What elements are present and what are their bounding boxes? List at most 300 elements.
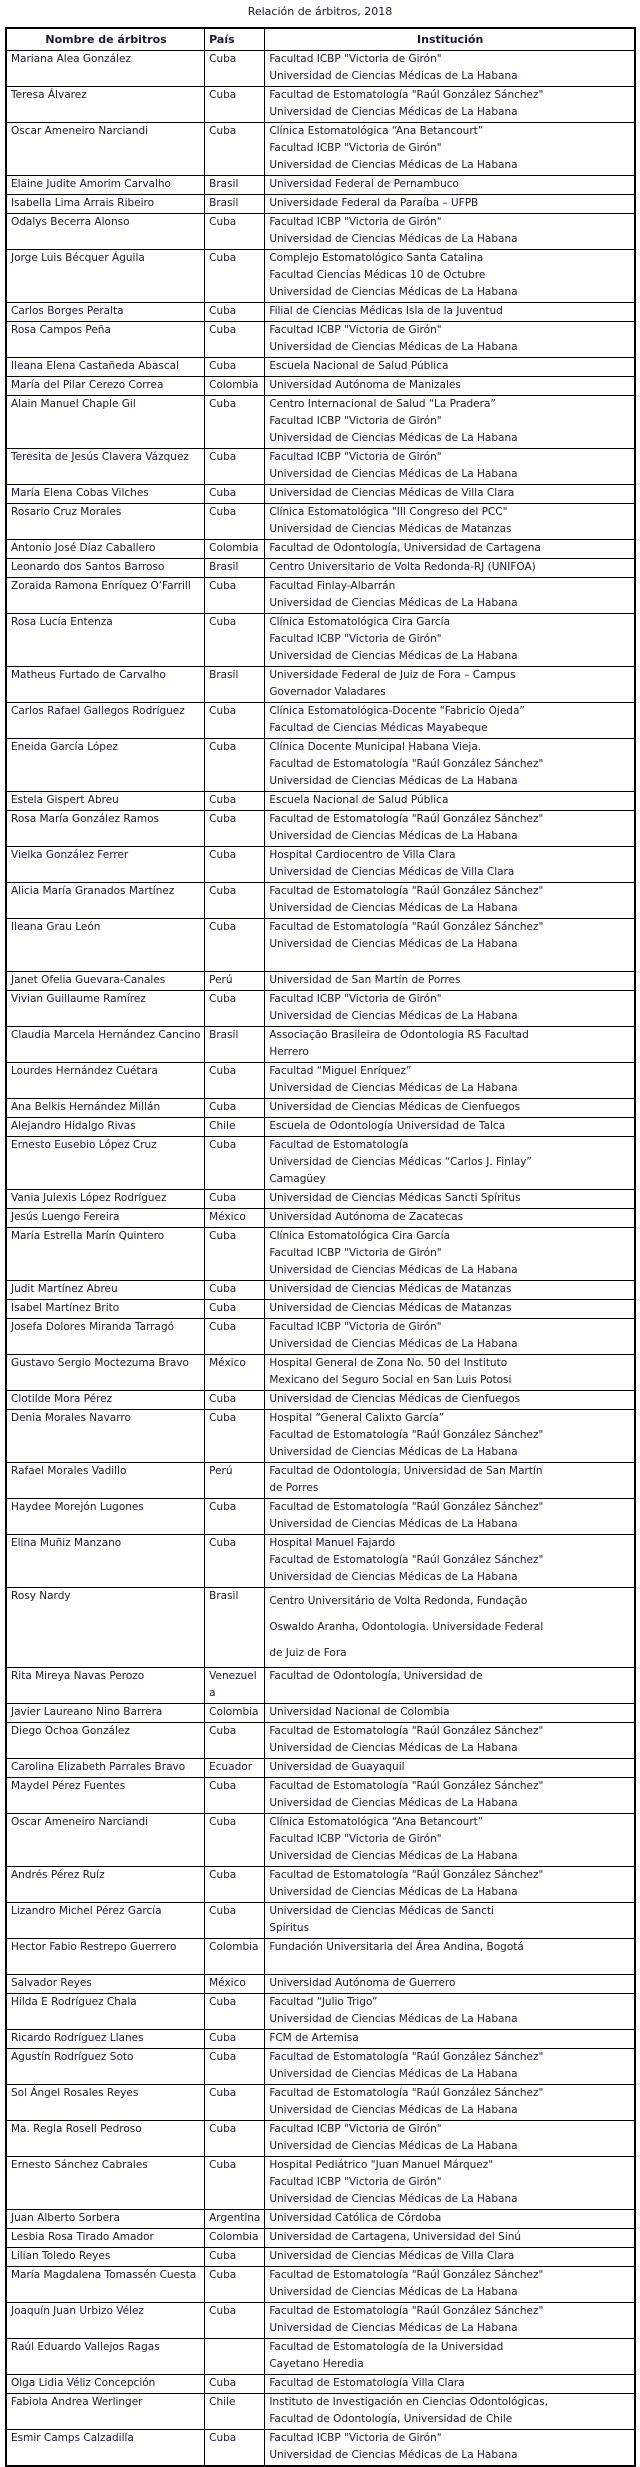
arbiter-country: Cuba <box>205 919 265 972</box>
arbiter-country: Cuba <box>205 1391 265 1410</box>
arbiter-name: Rosa Campos Peña <box>6 322 205 358</box>
table-row <box>6 2430 635 2467</box>
arbiter-country: Chile <box>205 1118 265 1137</box>
arbiter-institution <box>265 1137 635 1190</box>
institution-line: Centro Universitário de Volta Redonda, Fundação <box>269 1595 528 1607</box>
arbiter-country: Cuba <box>205 703 265 739</box>
institution-line: Universidad de Guayaquil <box>269 1761 405 1773</box>
institution-line: Universidad de Ciencias Médicas de Villa Clara <box>269 487 515 499</box>
arbiter-institution <box>265 2248 635 2267</box>
arbiter-institution <box>265 123 635 176</box>
arbiter-country: Cuba <box>205 2121 265 2157</box>
arbiter-name: Lesbia Rosa Tirado Amador <box>6 2229 205 2248</box>
arbiter-name: Lizandro Michel Pérez García <box>6 1903 205 1939</box>
institution-line: Oswaldo Aranha, Odontologia. Universidade Federal <box>269 1621 544 1633</box>
arbiter-name: Leonardo dos Santos Barroso <box>6 559 205 578</box>
arbiter-name: Zoraida Ramona Enríquez O’Farrill <box>6 578 205 614</box>
institution-line: Universidad de Ciencias Médicas de La Habana <box>269 1446 518 1458</box>
table-row <box>6 2394 635 2430</box>
table-row <box>6 1668 635 1704</box>
arbiter-institution <box>265 485 635 504</box>
institution-line: Universidad de Ciencias Médicas de La Habana <box>269 938 518 950</box>
institution-line: Universidad de Ciencias Médicas de La Habana <box>269 2322 518 2334</box>
institution-line: Facultad de Estomatología "Raúl González Sánchez" <box>269 2269 544 2281</box>
table-row <box>6 303 635 322</box>
table-row <box>6 1535 635 1588</box>
arbiter-institution <box>265 449 635 485</box>
table-row <box>6 739 635 792</box>
institution-line: Facultad ICBP "Victoria de Girón" <box>269 1321 442 1333</box>
arbiter-name: Ricardo Rodríguez Llanes <box>6 2030 205 2049</box>
table-row <box>6 1027 635 1063</box>
arbiter-institution <box>265 2085 635 2121</box>
table-row <box>6 2267 635 2303</box>
table-row <box>6 1228 635 1281</box>
institution-line: Universidad de Ciencias Médicas de La Habana <box>269 286 518 298</box>
arbiter-country: Cuba <box>205 123 265 176</box>
table-row <box>6 1099 635 1118</box>
table-row <box>6 1063 635 1099</box>
arbiter-institution <box>265 195 635 214</box>
table-row <box>6 1137 635 1190</box>
arbiter-institution <box>265 578 635 614</box>
table-row <box>6 2375 635 2394</box>
institution-line: Universidad de Ciencias Médicas de La Habana <box>269 2104 518 2116</box>
institution-line: Facultad de Odontología, Universidad de Chile <box>269 2413 513 2425</box>
institution-line: Facultad “Julio Trigo” <box>269 1996 378 2008</box>
header-nombre: Nombre de árbitros <box>6 28 205 51</box>
arbiter-name: Andrés Pérez Ruíz <box>6 1867 205 1903</box>
arbiter-country: Cuba <box>205 1063 265 1099</box>
arbiter-institution <box>265 1975 635 1994</box>
institution-line: Universidad de Ciencias Médicas de La Habana <box>269 1886 518 1898</box>
arbiter-country: Cuba <box>205 1778 265 1814</box>
arbiter-institution <box>265 1355 635 1391</box>
institution-line: Universidad de Ciencias Médicas de La Habana <box>269 2068 518 2080</box>
arbiter-country: Cuba <box>205 792 265 811</box>
institution-line: Universidad Católica de Córdoba <box>269 2212 442 2224</box>
arbiter-institution <box>265 2157 635 2210</box>
arbiter-institution <box>265 504 635 540</box>
institution-line: Universidad de Ciencias Médicas de La Habana <box>269 902 518 914</box>
table-row <box>6 123 635 176</box>
arbiter-name: Janet Ofelia Guevara-Canales <box>6 972 205 991</box>
arbiter-name: Olga Lidia Véliz Concepción <box>6 2375 205 2394</box>
institution-line: Herrero <box>269 1046 309 1058</box>
institution-line: Universidad de Ciencias Médicas Sancti Spíritus <box>269 1192 521 1204</box>
institution-line: Clínica Docente Municipal Habana Vieja. <box>269 741 482 753</box>
table-row <box>6 2049 635 2085</box>
institution-line: Facultad de Estomatología "Raúl González Sánchez" <box>269 1554 544 1566</box>
institution-line: Facultad de Estomatología "Raúl González Sánchez" <box>269 1780 544 1792</box>
arbiter-country: Cuba <box>205 1300 265 1319</box>
arbiter-institution <box>265 2430 635 2467</box>
arbiter-name: Elina Muñiz Manzano <box>6 1535 205 1588</box>
table-row <box>6 2121 635 2157</box>
arbiter-institution <box>265 2229 635 2248</box>
arbiter-institution <box>265 847 635 883</box>
arbiter-institution <box>265 614 635 667</box>
institution-line: Universidad de Ciencias Médicas de Cienfuegos <box>269 1393 521 1405</box>
institution-line: Centro Universitario de Volta Redonda-RJ (UNIFOA) <box>269 561 536 573</box>
institution-line: Facultad de Odontología, Universidad de Cartagena <box>269 542 541 554</box>
arbiter-name: Teresa Álvarez <box>6 87 205 123</box>
arbiter-country: Cuba <box>205 87 265 123</box>
arbiter-name: Ma. Regla Rosell Pedroso <box>6 2121 205 2157</box>
arbiter-name: Esmir Camps Calzadilla <box>6 2430 205 2467</box>
arbiter-name: Rosa María González Ramos <box>6 811 205 847</box>
institution-line: Associação Brasileira de Odontologia RS Facultad <box>269 1029 529 1041</box>
arbiter-name: Fabiola Andrea Werlinger <box>6 2394 205 2430</box>
institution-line: Camagüey <box>269 1173 326 1185</box>
arbiter-name: Ileana Grau León <box>6 919 205 972</box>
institution-line: Facultad de Odontología, Universidad de San Martín <box>269 1465 543 1477</box>
institution-line: Facultad ICBP "Victoria de Girón" <box>269 1247 442 1259</box>
arbiter-country: Chile <box>205 2394 265 2430</box>
header-row <box>6 28 635 51</box>
table-row <box>6 2303 635 2339</box>
institution-line: Universidad de San Martín de Porres <box>269 974 461 986</box>
arbiter-institution <box>265 214 635 250</box>
arbiter-country: Brasil <box>205 667 265 703</box>
arbiter-name: Carlos Rafael Gallegos Rodríguez <box>6 703 205 739</box>
arbiter-country: Brasil <box>205 559 265 578</box>
arbiter-name: Oscar Ameneiro Narciandi <box>6 1814 205 1867</box>
institution-line: Facultad de Estomatología "Raúl González Sánchez" <box>269 1725 544 1737</box>
arbiter-country: Cuba <box>205 485 265 504</box>
table-row <box>6 1903 635 1939</box>
arbiter-name: Alain Manuel Chaple Gil <box>6 396 205 449</box>
arbiter-country: Perú <box>205 972 265 991</box>
arbiter-institution <box>265 303 635 322</box>
institution-line: Hospital General de Zona No. 50 del Instituto <box>269 1357 508 1369</box>
institution-line: Universidad de Ciencias Médicas de La Habana <box>269 2140 518 2152</box>
arbiter-name: Rita Mireya Navas Perozo <box>6 1668 205 1704</box>
arbiter-country: Cuba <box>205 2375 265 2394</box>
table-row <box>6 250 635 303</box>
arbiter-institution <box>265 2121 635 2157</box>
arbiter-institution <box>265 1535 635 1588</box>
arbiter-country: Argentina <box>205 2210 265 2229</box>
arbiter-name: Ileana Elena Castañeda Abascal <box>6 358 205 377</box>
arbiter-country: Cuba <box>205 1867 265 1903</box>
table-row <box>6 1410 635 1463</box>
arbiter-institution <box>265 250 635 303</box>
institution-line: Governador Valadares <box>269 686 386 698</box>
table-row <box>6 176 635 195</box>
arbiter-country: Cuba <box>205 578 265 614</box>
arbiter-country: Cuba <box>205 214 265 250</box>
arbiter-name: Vania Julexis López Rodríguez <box>6 1190 205 1209</box>
table-row <box>6 504 635 540</box>
arbiter-institution <box>265 667 635 703</box>
institution-line: de Juiz de Fora <box>269 1647 347 1659</box>
table-row <box>6 667 635 703</box>
arbitros-table <box>5 27 636 2467</box>
table-row <box>6 972 635 991</box>
institution-line: Clínica Estomatológica “Ana Betancourt” <box>269 1816 484 1828</box>
arbiter-institution <box>265 1903 635 1939</box>
table-row <box>6 322 635 358</box>
arbiter-country: Cuba <box>205 1994 265 2030</box>
arbiter-country: Brasil <box>205 1027 265 1063</box>
table-row <box>6 1778 635 1814</box>
institution-line: Universidad Federal de Pernambuco <box>269 178 459 190</box>
arbiter-institution <box>265 51 635 87</box>
table-row <box>6 485 635 504</box>
arbiter-country: Cuba <box>205 883 265 919</box>
institution-line: Escuela Nacional de Salud Pública <box>269 794 449 806</box>
arbiter-institution <box>265 1391 635 1410</box>
arbiter-institution <box>265 1463 635 1499</box>
arbiter-country: Cuba <box>205 1137 265 1190</box>
institution-line: Facultad de Estomatología "Raúl González Sánchez" <box>269 758 544 770</box>
arbiter-name: Josefa Dolores Miranda Tarragó <box>6 1319 205 1355</box>
institution-line: Facultad de Estomatología "Raúl González Sánchez" <box>269 921 544 933</box>
institution-line: Universidad de Ciencias Médicas de La Habana <box>269 1338 518 1350</box>
arbiter-country: Colombia <box>205 1939 265 1975</box>
institution-line: Hospital Pediátrico "Juan Manuel Márquez" <box>269 2159 494 2171</box>
table-row <box>6 614 635 667</box>
institution-line: Facultad ICBP "Victoria de Girón" <box>269 142 442 154</box>
table-row <box>6 51 635 87</box>
institution-line: Facultad de Estomatología "Raúl González Sánchez" <box>269 885 544 897</box>
arbiter-institution <box>265 1063 635 1099</box>
arbiter-country: Venezuela <box>205 1668 265 1704</box>
arbiter-institution <box>265 1759 635 1778</box>
table-row <box>6 214 635 250</box>
institution-line: FCM de Artemisa <box>269 2032 359 2044</box>
arbiter-country: Cuba <box>205 1814 265 1867</box>
institution-line: Facultad de Ciencias Médicas Mayabeque <box>269 722 488 734</box>
arbiter-institution <box>265 176 635 195</box>
table-row <box>6 2085 635 2121</box>
institution-line <box>269 953 631 970</box>
table-row <box>6 1867 635 1903</box>
arbiter-name: Clotilde Mora Pérez <box>6 1391 205 1410</box>
arbiter-institution <box>265 1668 635 1704</box>
institution-line: Universidad Autónoma de Manizales <box>269 379 461 391</box>
institution-line: Universidad de Ciencias Médicas de Villa Clara <box>269 2250 515 2262</box>
table-row <box>6 2210 635 2229</box>
institution-line: Universidad de Ciencias Médicas de La Habana <box>269 341 518 353</box>
table-row <box>6 1300 635 1319</box>
arbiter-country: Brasil <box>205 176 265 195</box>
arbiter-institution <box>265 1704 635 1723</box>
arbiter-country: Cuba <box>205 1319 265 1355</box>
arbiter-institution <box>265 919 635 972</box>
arbiter-country: Cuba <box>205 811 265 847</box>
arbiter-name: Rosy Nardy <box>6 1588 205 1668</box>
institution-line: Facultad de Odontología, Universidad de <box>269 1670 483 1682</box>
arbiter-name: Gustavo Sergio Moctezuma Bravo <box>6 1355 205 1391</box>
institution-line: Universidad de Ciencias Médicas de La Habana <box>269 233 518 245</box>
arbiter-country: Cuba <box>205 991 265 1027</box>
table-row <box>6 1281 635 1300</box>
table-row <box>6 703 635 739</box>
arbiter-name: Antonio José Díaz Caballero <box>6 540 205 559</box>
table-body <box>6 51 635 2467</box>
institution-line: Universidad de Ciencias Médicas de La Habana <box>269 2286 518 2298</box>
table-row <box>6 991 635 1027</box>
arbiter-name: Alejandro Hidalgo Rivas <box>6 1118 205 1137</box>
arbiter-institution <box>265 377 635 396</box>
table-row <box>6 2030 635 2049</box>
table-row <box>6 1319 635 1355</box>
institution-line: Facultad de Estomatología "Raúl González Sánchez" <box>269 1869 544 1881</box>
institution-line: Universidad de Ciencias Médicas de La Habana <box>269 2449 518 2461</box>
arbiter-name: Joaquín Juan Urbizo Vélez <box>6 2303 205 2339</box>
arbiter-country: Brasil <box>205 1588 265 1668</box>
arbiter-name: Matheus Furtado de Carvalho <box>6 667 205 703</box>
table-row <box>6 2248 635 2267</box>
arbiter-country <box>205 2339 265 2375</box>
table-row <box>6 792 635 811</box>
arbiter-name: María Magdalena Tomassén Cuesta <box>6 2267 205 2303</box>
arbiter-country: Colombia <box>205 2229 265 2248</box>
table-row <box>6 1975 635 1994</box>
arbiter-name: Rafael Morales Vadillo <box>6 1463 205 1499</box>
institution-line: Escuela de Odontología Universidad de Talca <box>269 1120 506 1132</box>
arbiter-institution <box>265 739 635 792</box>
table-row <box>6 377 635 396</box>
table-row <box>6 1994 635 2030</box>
table-row <box>6 1118 635 1137</box>
arbiter-name: Agustín Rodríguez Soto <box>6 2049 205 2085</box>
institution-line: Universidad de Ciencias Médicas de La Habana <box>269 70 518 82</box>
arbiter-country: Cuba <box>205 1099 265 1118</box>
arbiter-country: Perú <box>205 1463 265 1499</box>
arbiter-name: Juan Alberto Sorbera <box>6 2210 205 2229</box>
institution-line: Facultad de Estomatología "Raúl González Sánchez" <box>269 1429 544 1441</box>
institution-line: Universidade Federal de Juiz de Fora – Campus <box>269 669 516 681</box>
arbiter-country: Cuba <box>205 504 265 540</box>
institution-line: Facultad ICBP "Victoria de Girón" <box>269 1833 442 1845</box>
institution-line: Facultad ICBP "Victoria de Girón" <box>269 324 442 336</box>
arbiter-institution <box>265 1118 635 1137</box>
institution-line: Universidad de Ciencias Médicas “Carlos J. Finlay” <box>269 1156 532 1168</box>
table-row <box>6 2229 635 2248</box>
arbiter-institution <box>265 1281 635 1300</box>
institution-line: Facultad de Estomatología "Raúl González Sánchez" <box>269 89 544 101</box>
institution-line: Spíritus <box>269 1922 310 1934</box>
institution-line: Universidad de Ciencias Médicas de Matanzas <box>269 1283 512 1295</box>
institution-line: Universidad de Ciencias Médicas de La Habana <box>269 775 518 787</box>
institution-line: Facultad de Estomatología "Raúl González Sánchez" <box>269 2305 544 2317</box>
institution-line: Universidad de Ciencias Médicas de La Habana <box>269 1742 518 1754</box>
institution-line: Clínica Estomatológica Cira García <box>269 1230 451 1242</box>
institution-line: Universidad de Ciencias Médicas de La Habana <box>269 1518 518 1530</box>
arbiter-country: Cuba <box>205 2267 265 2303</box>
table-row <box>6 847 635 883</box>
table-row <box>6 1355 635 1391</box>
arbiter-name: Vivian Guillaume Ramírez <box>6 991 205 1027</box>
arbiter-institution <box>265 1319 635 1355</box>
arbiter-country: Colombia <box>205 1704 265 1723</box>
institution-line: Cayetano Heredia <box>269 2358 364 2370</box>
arbiter-institution <box>265 1778 635 1814</box>
arbiter-name: Lourdes Hernández Cuétara <box>6 1063 205 1099</box>
header-institucion: Institución <box>265 28 635 51</box>
arbiter-name: María Estrella Marín Quintero <box>6 1228 205 1281</box>
institution-line: Universidad de Ciencias Médicas de Villa Clara <box>269 866 515 878</box>
arbiter-country: México <box>205 1209 265 1228</box>
table-row <box>6 1463 635 1499</box>
arbiter-institution <box>265 2375 635 2394</box>
institution-line: Universidad de Ciencias Médicas de La Habana <box>269 159 518 171</box>
institution-line: Facultad Ciencias Médicas 10 de Octubre <box>269 269 486 281</box>
arbiter-country: Cuba <box>205 1499 265 1535</box>
header-pais: País <box>205 28 265 51</box>
arbiter-name: Haydee Morejón Lugones <box>6 1499 205 1535</box>
arbiter-institution <box>265 1027 635 1063</box>
arbiter-country: Cuba <box>205 1903 265 1939</box>
arbiter-institution <box>265 883 635 919</box>
arbiter-name: Rosa Lucía Entenza <box>6 614 205 667</box>
arbiter-name: Javier Laureano Nino Barrera <box>6 1704 205 1723</box>
institution-line: Universidad de Ciencias Médicas de La Habana <box>269 432 518 444</box>
institution-line: Facultad de Estomatología "Raúl González Sánchez" <box>269 2087 544 2099</box>
institution-line: Escuela Nacional de Salud Pública <box>269 360 449 372</box>
table-row <box>6 1759 635 1778</box>
arbiter-country: Cuba <box>205 2157 265 2210</box>
arbiter-country: Cuba <box>205 250 265 303</box>
arbiter-name: Lilian Toledo Reyes <box>6 2248 205 2267</box>
arbiter-country: Cuba <box>205 1281 265 1300</box>
arbiter-institution <box>265 2030 635 2049</box>
arbiter-institution <box>265 1410 635 1463</box>
arbiter-name: Jorge Luis Bécquer Águila <box>6 250 205 303</box>
arbiter-institution <box>265 1099 635 1118</box>
institution-line: Universidade Federal da Paraíba – UFPB <box>269 197 479 209</box>
arbiter-country: México <box>205 1355 265 1391</box>
table-row <box>6 578 635 614</box>
institution-line: Universidad de Ciencias Médicas de La Habana <box>269 650 518 662</box>
arbiter-institution <box>265 991 635 1027</box>
table-row <box>6 883 635 919</box>
arbiter-country: Cuba <box>205 739 265 792</box>
arbiter-name: Judit Martínez Abreu <box>6 1281 205 1300</box>
arbiter-name: Mariana Alea González <box>6 51 205 87</box>
table-row <box>6 358 635 377</box>
arbiter-country: Cuba <box>205 2085 265 2121</box>
institution-line: Clínica Estomatológica "III Congreso del PCC" <box>269 506 508 518</box>
arbiter-institution <box>265 559 635 578</box>
arbiter-institution <box>265 396 635 449</box>
arbiter-institution <box>265 2339 635 2375</box>
institution-line: Clínica Estomatológica-Docente “Fabricio Ojeda” <box>269 705 525 717</box>
arbiter-name: Salvador Reyes <box>6 1975 205 1994</box>
arbiter-institution <box>265 1209 635 1228</box>
arbiter-name: Hector Fabio Restrepo Guerrero <box>6 1939 205 1975</box>
table-row <box>6 811 635 847</box>
arbiter-name: María del Pilar Cerezo Correa <box>6 377 205 396</box>
institution-line: Facultad ICBP "Victoria de Girón" <box>269 633 442 645</box>
arbiter-country: Cuba <box>205 358 265 377</box>
institution-line: de Porres <box>269 1482 319 1494</box>
institution-line: Universidad de Ciencias Médicas de La Habana <box>269 1010 518 1022</box>
arbiter-institution <box>265 540 635 559</box>
institution-line: Facultad de Estomatología <box>269 1139 409 1151</box>
institution-line: Universidad de Ciencias Médicas de Matanzas <box>269 1302 512 1314</box>
arbiter-country: Cuba <box>205 2430 265 2467</box>
table-row <box>6 1723 635 1759</box>
institution-line: Universidad de Ciencias Médicas de Matanzas <box>269 523 512 535</box>
table-row <box>6 2339 635 2375</box>
arbiter-name: Claudia Marcela Hernández Cancino <box>6 1027 205 1063</box>
arbiter-country: Cuba <box>205 1723 265 1759</box>
arbiter-country: Cuba <box>205 303 265 322</box>
